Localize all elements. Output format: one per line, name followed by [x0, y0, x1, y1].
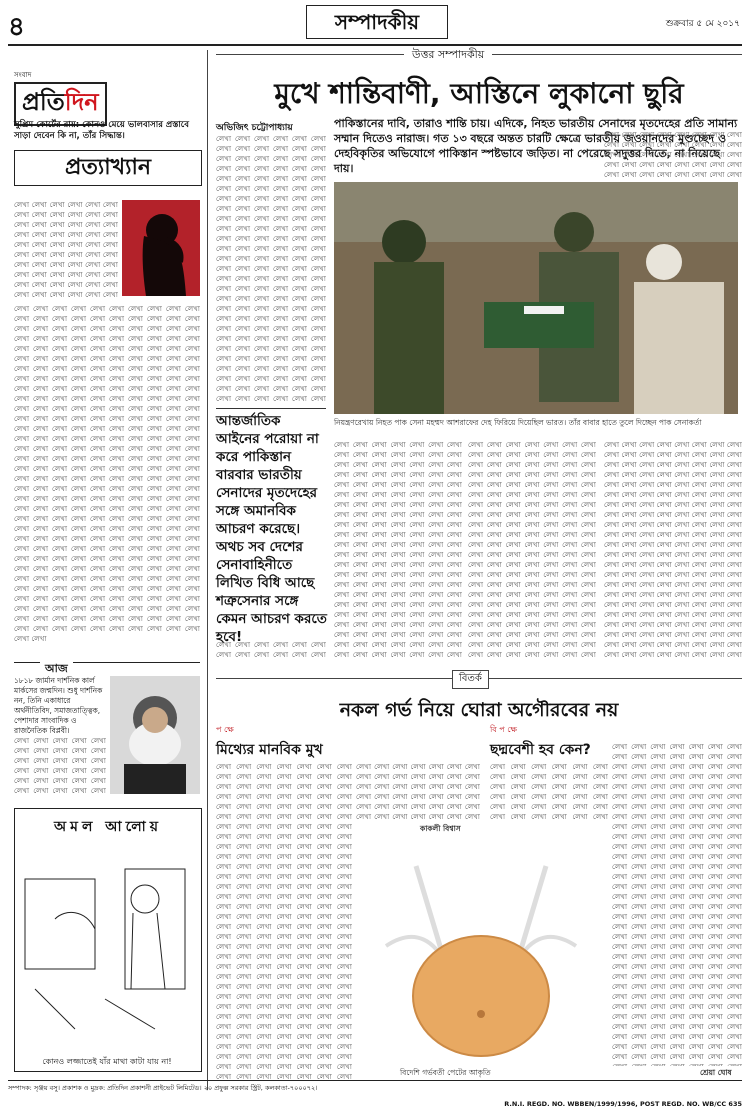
column-divider: [207, 50, 208, 1090]
today-label: আজ: [40, 660, 73, 679]
article-col-1: [216, 134, 326, 404]
newspaper-logo: [14, 70, 224, 116]
registration: R.N.I. REGD. NO. WBBEN/1999/1996, POST REGD. NO. WB/CC 635: [504, 1100, 742, 1108]
editorial-body: [14, 304, 200, 654]
cartoon-box: [14, 808, 202, 1072]
right-column: [490, 762, 608, 820]
left-title: মিথ্যের মানবিক মুখ: [216, 742, 323, 758]
logo-sub: সংবাদ: [14, 71, 32, 79]
pullquote-rule: [216, 408, 326, 409]
left-author: কাকলী বিশ্বাস: [420, 824, 461, 833]
portrait-icon: [110, 676, 200, 794]
photo-caption: নিয়ন্ত্রণরেখায় নিহত পাক সেনা মহম্মদ আশরাফের দেহ ফিরিয়ে দিয়েছিল ভারত। তাঁর বাবার হাতে তুলে দিচ্ছেন পাক সেনাকর্তা: [334, 418, 702, 427]
logo-wordmark: প্রতিদিন: [14, 82, 107, 126]
belly-prosthetic-icon: [356, 846, 606, 1066]
right-kicker: বি প ক্ষে: [490, 725, 517, 734]
header-rule: [8, 44, 742, 46]
page-header: [0, 0, 750, 44]
imprint: সম্পাদক: সৃঞ্জয় বসু। প্রকাশক ও মুদ্রক: প্রতিদিন প্রকাশনী প্রাইভেট লিমিটেড। ২০ প্রফুল্ল সরকার স্ট্রিট, কলকাতা-৭০০০৭২।: [8, 1084, 318, 1092]
cartoon-label: অমল আলোয়: [54, 819, 162, 835]
article-col-2: [334, 440, 462, 662]
article-col-4-top: [604, 130, 742, 182]
article-col-1b: [216, 640, 326, 660]
main-standfirst: পাকিস্তানের দাবি, তারাও শান্তি চায়। এদিকে, নিহত ভারতীয় সেনাদের মৃতদেহের প্রতি সামান্য সম্মান দিতেও নারাজ। গত ১৩ বছরে অন্তত চারটি ক্ষেত্রে ভারতীয় জওয়ানদের মুণ্ডচ্ছেদ ও দেহবিকৃতির অভিযোগে পাকিস্তান স্পষ্টভাবে জড়িত। না পেরেছে সদুত্তর দিতে, না নিয়েছে দায়।: [334, 117, 738, 175]
pregnancy-image: [356, 846, 606, 1066]
right-title: ছদ্মবেশী হব কেন?: [490, 742, 591, 758]
today-text: ১৮১৮ জার্মান দার্শনিক কার্ল মার্কসের জন্মদিন। শুধু দার্শনিক নন, তিনি একাধারে অর্থনীতিবিদ, সমাজতাত্ত্বিক, পেশাদার সাংবাদিক ও রাজনৈতিক বিপ্লবী।: [14, 676, 103, 735]
woman-silhouette-icon: [122, 200, 200, 296]
issue-date: শুক্রবার ৫ মে ২০১৭: [665, 19, 740, 29]
pull-quote: আন্তর্জাতিক আইনের পরোয়া না করে পাকিস্তান বারবার ভারতীয় সেনাদের মৃতদেহের সঙ্গে অমানবিক আচরণ করেছে। অথচ সব দেশের সেনাবাহিনীতে লিখিত বিধি আছে শত্রুসেনার সঙ্গে কেমন আচরণ করতে হবে!: [216, 413, 327, 645]
article-col-4: [604, 440, 742, 662]
right-column-2: [612, 742, 742, 1066]
page-number: ৪: [8, 12, 25, 42]
debate-tag: বিতর্ক: [452, 670, 489, 689]
main-kicker: উত্তর সম্পাদকীয়: [404, 46, 492, 65]
debate-headline: নকল গর্ভ নিয়ে ঘোরা অগৌরবের নয়: [339, 699, 619, 721]
tagline: সুপ্রিম কোর্টের রায়: কোনও মেয়ে ভালবাসার প্রস্তাবে সাড়া দেবেন কি না, তাঁর সিদ্ধান্ত।: [14, 120, 189, 141]
editorial-title: প্রত্যাখ্যান: [14, 150, 202, 186]
left-kicker: প ক্ষে: [216, 725, 234, 734]
silhouette-illustration: [122, 200, 200, 296]
left-column-2: [356, 762, 480, 820]
left-column: [216, 762, 352, 1082]
byline: অভিজিৎ চট্টোপাধ্যায়: [216, 123, 293, 133]
editorial-body-top: [14, 200, 118, 300]
article-col-3: [468, 440, 596, 662]
today-more: [14, 736, 106, 796]
footer-rule: [8, 1080, 742, 1081]
main-photo: [334, 182, 738, 414]
right-author: শ্রেয়া ঘোষ: [700, 1068, 732, 1077]
cartoon-drawing-icon: [15, 839, 199, 1039]
portrait-marx: [110, 676, 200, 794]
soldiers-photo-icon: [334, 182, 738, 414]
image-caption: বিদেশি গর্ভবতী পেটের আকৃতি: [400, 1068, 491, 1077]
cartoon-caption: কোনও লজ্জাতেই যাঁর মাথা কাটা যায় না!: [42, 1057, 172, 1066]
main-headline: মুখে শান্তিবাণী, আস্তিনে লুকানো ছুরি: [274, 77, 684, 110]
section-title: সম্পাদকীয়: [306, 5, 448, 39]
